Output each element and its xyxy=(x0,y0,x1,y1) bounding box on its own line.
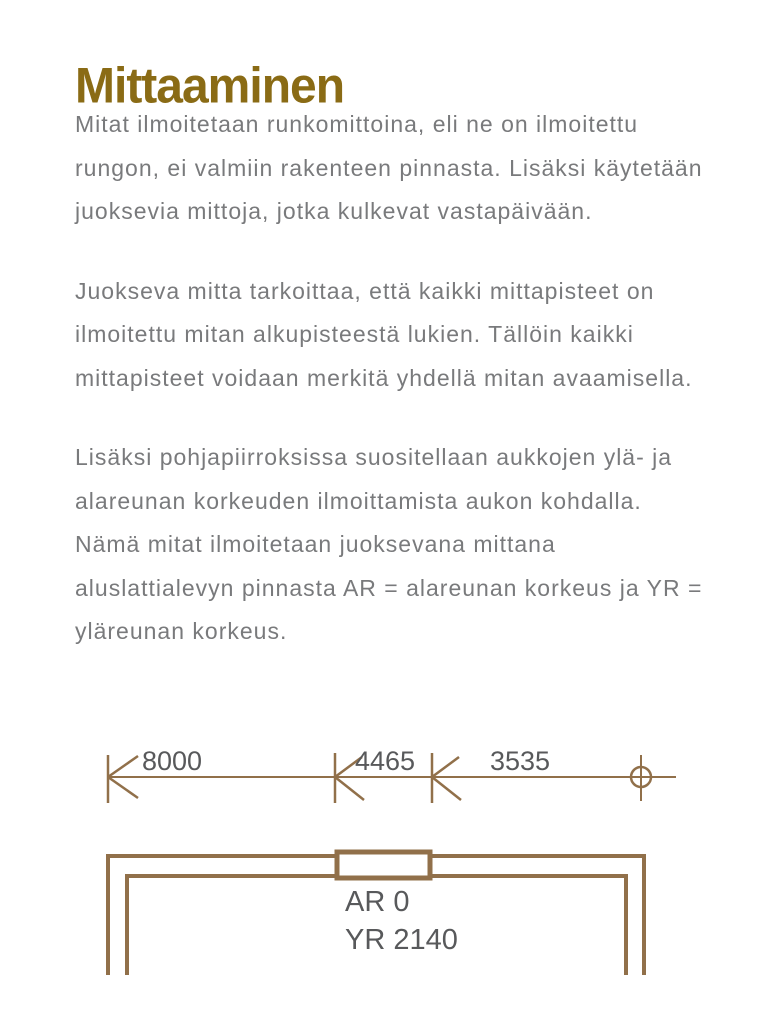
dimension-value-4465: 4465 xyxy=(354,746,416,776)
text-line: Mitat ilmoitetaan runkomittoina, eli ne on ilmoitettu xyxy=(75,111,639,137)
paragraph-3 xyxy=(75,436,715,654)
text-line: rungon, ei valmiin rakenteen pinnasta. Lisäksi käytetään xyxy=(75,154,703,181)
paragraph-1 xyxy=(75,103,715,234)
text-line: yläreunan korkeus. xyxy=(75,618,288,644)
text-line: Juokseva mitta tarkoittaa, että kaikki mittapisteet on xyxy=(75,277,655,304)
annotation-yr: YR 2140 xyxy=(345,924,458,956)
text-line: alareunan korkeuden ilmoittamista aukon kohdalla. xyxy=(75,487,642,514)
window-opening-symbol xyxy=(337,852,430,878)
floor-plan-diagram xyxy=(0,730,768,1024)
annotation-ar: AR 0 xyxy=(345,886,410,918)
dimension-arrow-2-lower xyxy=(335,777,364,800)
text-line: juoksevia mittoja, jotka kulkevat vastapäivään. xyxy=(75,198,593,224)
text-line: aluslattialevyn pinnasta AR = alareunan korkeus ja YR = xyxy=(75,574,703,601)
dimension-arrow-3-lower xyxy=(432,777,461,800)
text-line: Nämä mitat ilmoitetaan juoksevana mittana xyxy=(75,531,556,557)
text-line: mittapisteet voidaan merkitä yhdellä mitan avaamisella. xyxy=(75,364,693,391)
text-line: Lisäksi pohjapiirroksissa suositellaan aukkojen ylä- ja xyxy=(75,444,673,470)
measurement-diagram-svg xyxy=(0,730,768,1024)
dimension-arrow-1-upper xyxy=(108,756,138,777)
dimension-arrow-1-lower xyxy=(108,777,138,798)
paragraph-2 xyxy=(75,270,715,401)
body-text xyxy=(75,103,715,690)
text-line: ilmoitettu mitan alkupisteestä lukien. Tällöin kaikki xyxy=(75,321,634,347)
dimension-arrow-3-upper xyxy=(432,757,459,777)
dimension-value-8000: 8000 xyxy=(141,746,203,776)
page-title: Mittaaminen xyxy=(75,59,345,115)
dimension-value-3535: 3535 xyxy=(489,746,551,776)
